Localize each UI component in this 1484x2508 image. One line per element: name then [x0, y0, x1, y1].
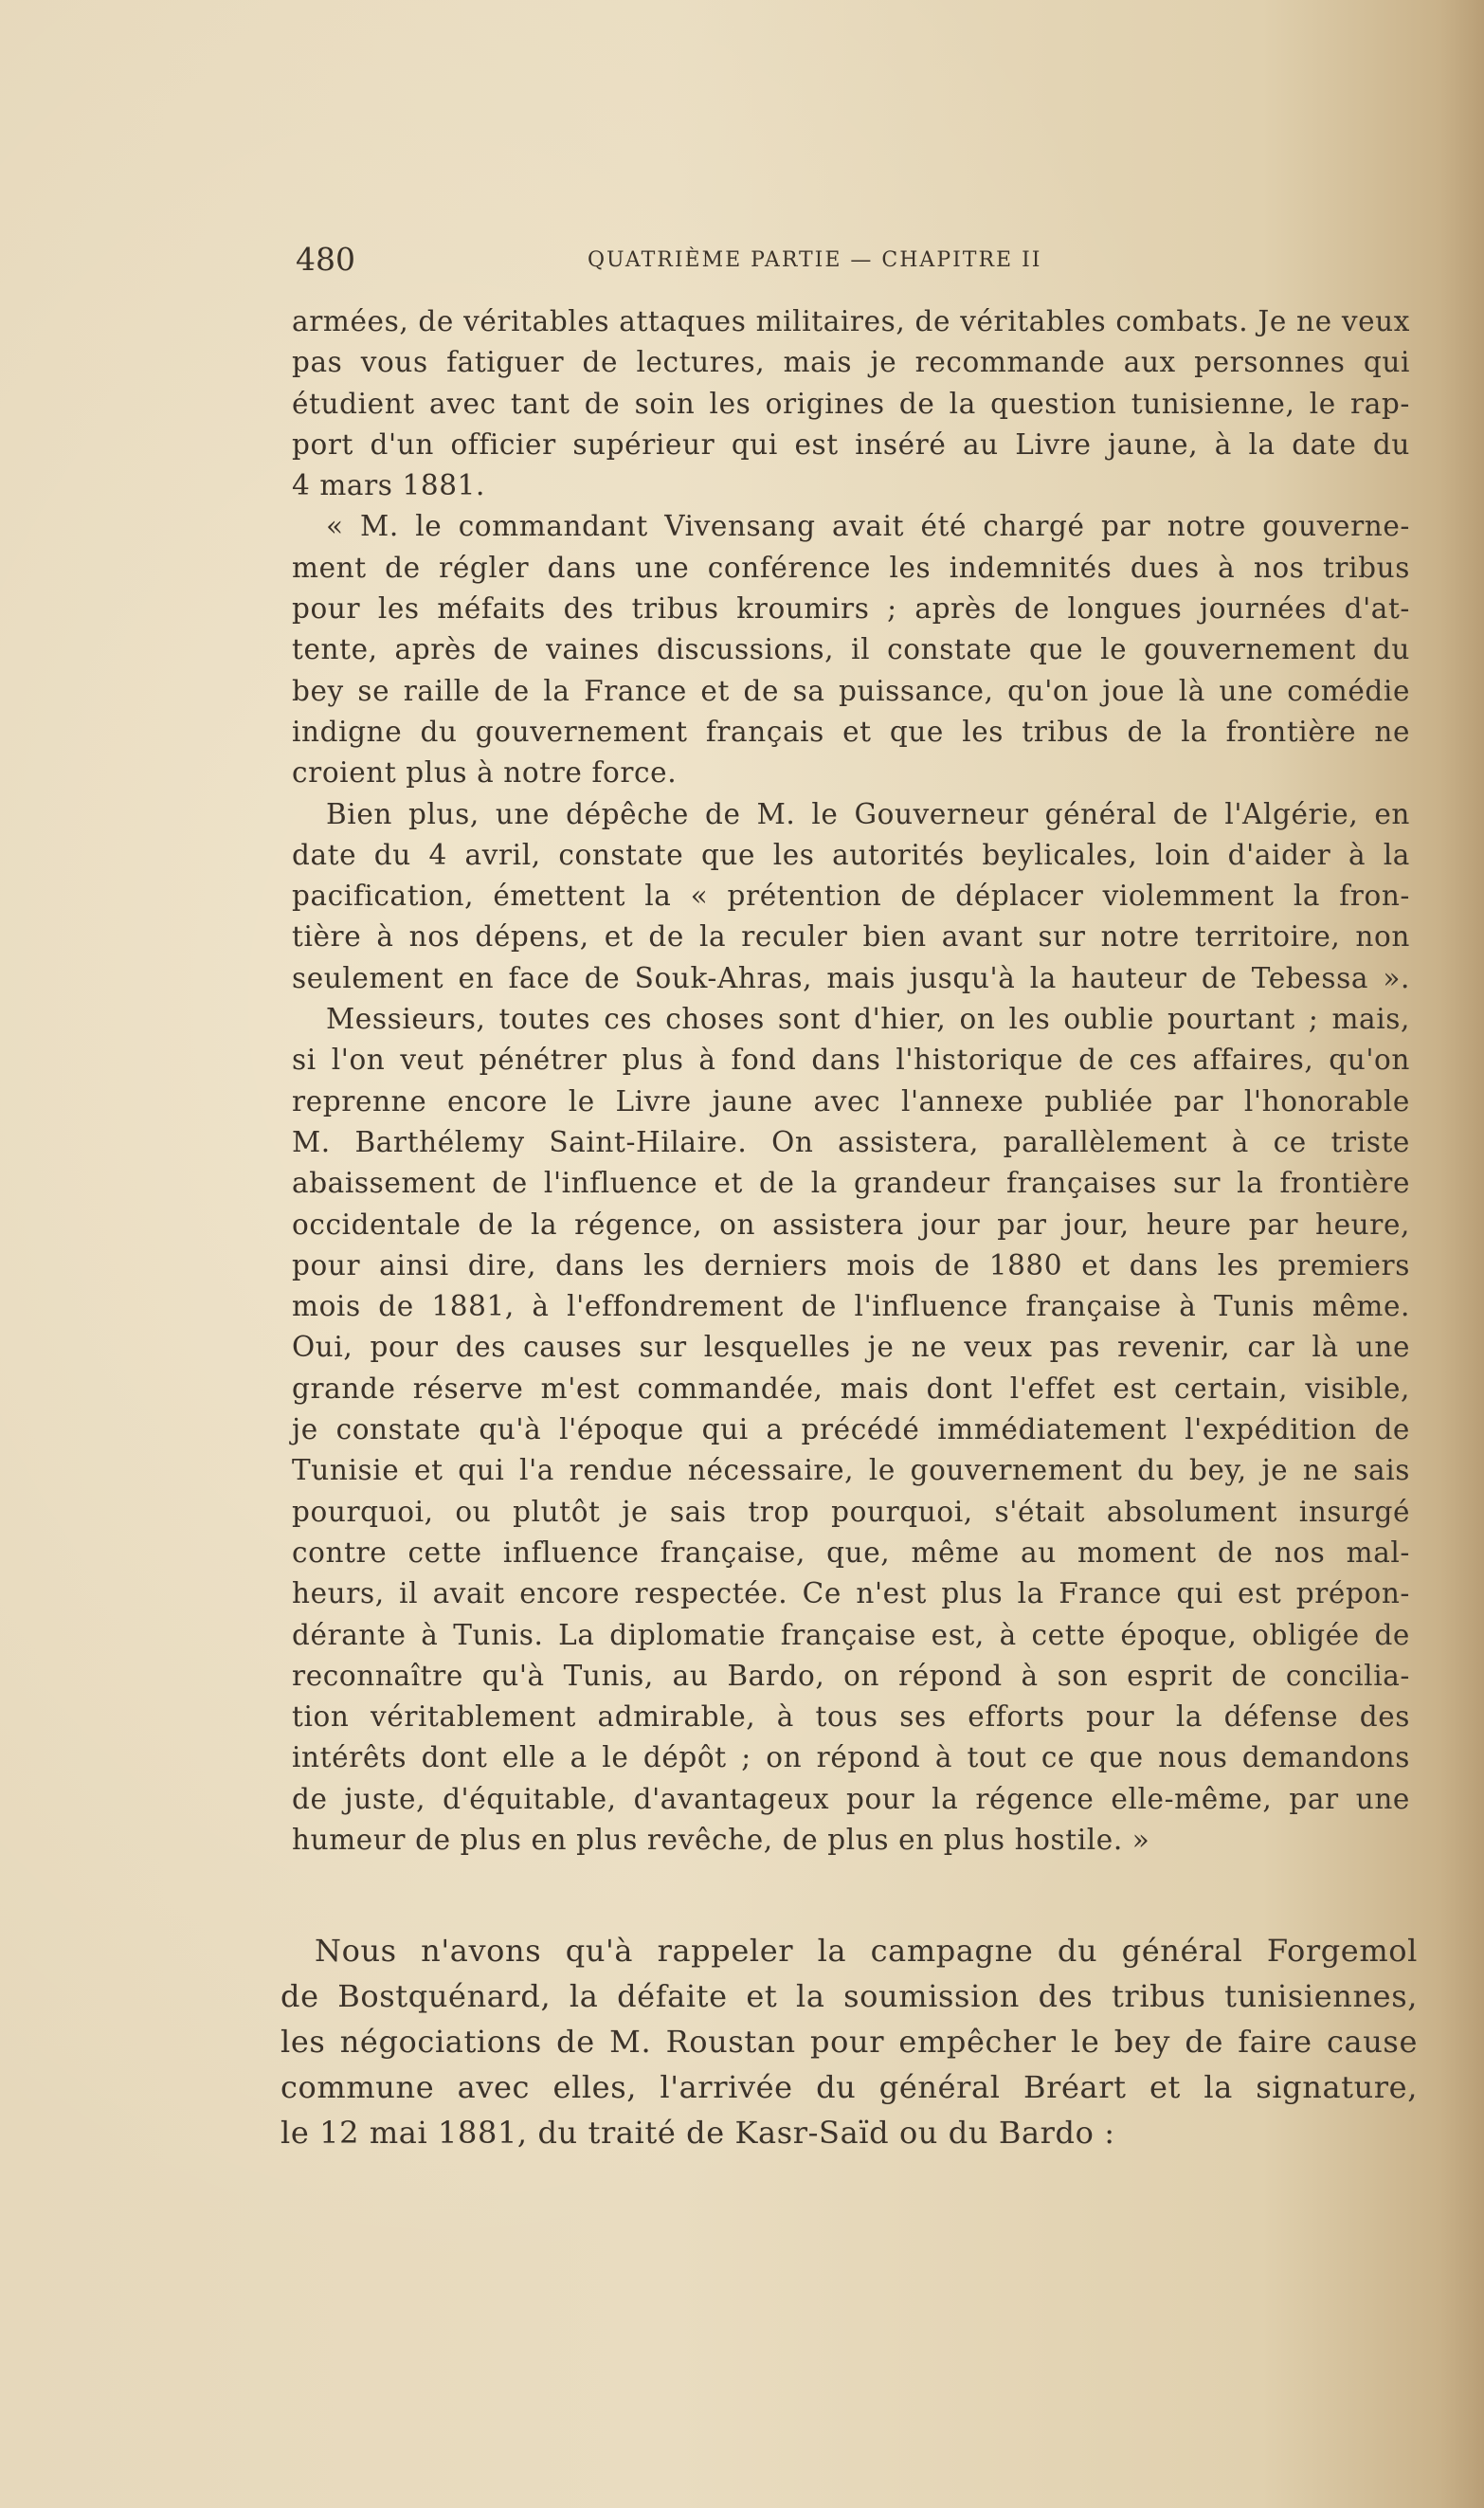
text-line: pour les méfaits des tribus kroumirs ; après de longues journées d'at-	[292, 592, 1410, 626]
text-line: ment de régler dans une conférence les indemnités dues à nos tribus	[292, 551, 1410, 584]
closing-paragraph	[281, 1928, 1418, 2155]
text-line: date du 4 avril, constate que les autorités beylicales, loin d'aider à la	[292, 838, 1410, 871]
text-line: seulement en face de Souk-Ahras, mais jusqu'à la hauteur de Tebessa ».	[292, 961, 1410, 994]
text-line: « M. le commandant Vivensang avait été chargé par notre gouverne-	[326, 510, 1410, 543]
text-line: pourquoi, ou plutôt je sais trop pourquoi, s'était absolument insurgé	[292, 1495, 1410, 1528]
text-line: armées, de véritables attaques militaires, de véritables combats. Je ne veux	[292, 305, 1410, 337]
page-number: 480	[296, 241, 355, 278]
text-line: grande réserve m'est commandée, mais dont l'effet est certain, visible,	[292, 1372, 1410, 1405]
text-line: contre cette influence française, que, même au moment de nos mal-	[292, 1536, 1410, 1569]
text-line: Tunisie et qui l'a rendue nécessaire, le gouvernement du bey, je ne sais	[292, 1454, 1410, 1487]
text-line: le 12 mai 1881, du traité de Kasr-Saïd ou du Bardo :	[281, 2115, 1115, 2151]
text-line: Nous n'avons qu'à rappeler la campagne du général Forgemol	[315, 1933, 1418, 1969]
text-line: les négociations de M. Roustan pour empêcher le bey de faire cause	[281, 2024, 1418, 2060]
text-line: mois de 1881, à l'effondrement de l'influence française à Tunis même.	[292, 1290, 1410, 1323]
text-line: reprenne encore le Livre jaune avec l'annexe publiée par l'honorable	[292, 1084, 1410, 1118]
text-line: 4 mars 1881.	[292, 469, 485, 502]
text-line: Bien plus, une dépêche de M. le Gouverneur général de l'Algérie, en	[326, 797, 1410, 830]
text-line: croient plus à notre force.	[292, 756, 678, 790]
text-line: je constate qu'à l'époque qui a précédé immédiatement l'expédition de	[292, 1413, 1410, 1446]
body-text	[292, 301, 1410, 1861]
text-line: commune avec elles, l'arrivée du général Bréart et la signature,	[281, 2069, 1418, 2105]
text-line: de Bostquénard, la défaite et la soumission des tribus tunisiennes,	[281, 1978, 1418, 2014]
text-line: occidentale de la régence, on assistera jour par jour, heure par heure,	[292, 1208, 1410, 1241]
text-line: Oui, pour des causes sur lesquelles je ne veux pas revenir, car là une	[292, 1331, 1410, 1364]
text-line: heurs, il avait encore respectée. Ce n'est plus la France qui est prépon-	[292, 1577, 1410, 1610]
running-head: QUATRIÈME PARTIE — CHAPITRE II	[588, 248, 1042, 272]
text-line: indigne du gouvernement français et que les tribus de la frontière ne	[292, 715, 1410, 748]
page-header	[296, 241, 1149, 279]
text-line: port d'un officier supérieur qui est inséré au Livre jaune, à la date du	[292, 427, 1410, 461]
text-line: si l'on veut pénétrer plus à fond dans l'historique de ces affaires, qu'on	[292, 1044, 1410, 1077]
text-line: abaissement de l'influence et de la grandeur françaises sur la frontière	[292, 1167, 1410, 1200]
text-line: tion véritablement admirable, à tous ses efforts pour la défense des	[292, 1700, 1410, 1734]
text-line: bey se raille de la France et de sa puissance, qu'on joue là une comédie	[292, 674, 1410, 707]
text-line: Messieurs, toutes ces choses sont d'hier, on les oublie pourtant ; mais,	[326, 1003, 1410, 1036]
text-line: étudient avec tant de soin les origines de la question tunisienne, le rap-	[292, 387, 1410, 420]
text-line: pacification, émettent la « prétention de déplacer violemment la fron-	[292, 880, 1410, 913]
text-line: tière à nos dépens, et de la reculer bien avant sur notre territoire, non	[292, 920, 1410, 954]
text-line: reconnaître qu'à Tunis, au Bardo, on répond à son esprit de concilia-	[292, 1659, 1410, 1692]
text-line: de juste, d'équitable, d'avantageux pour la régence elle-même, par une	[292, 1782, 1410, 1815]
text-line: humeur de plus en plus revêche, de plus en plus hostile. »	[292, 1823, 1150, 1856]
text-line: pour ainsi dire, dans les derniers mois de 1880 et dans les premiers	[292, 1248, 1410, 1281]
text-line: pas vous fatiguer de lectures, mais je recommande aux personnes qui	[292, 346, 1410, 379]
text-line: dérante à Tunis. La diplomatie française est, à cette époque, obligée de	[292, 1618, 1410, 1651]
text-line: M. Barthélemy Saint-Hilaire. On assistera, parallèlement à ce triste	[292, 1125, 1410, 1158]
text-line: tente, après de vaines discussions, il constate que le gouvernement du	[292, 633, 1410, 666]
text-line: intérêts dont elle a le dépôt ; on répond à tout ce que nous demandons	[292, 1741, 1410, 1774]
